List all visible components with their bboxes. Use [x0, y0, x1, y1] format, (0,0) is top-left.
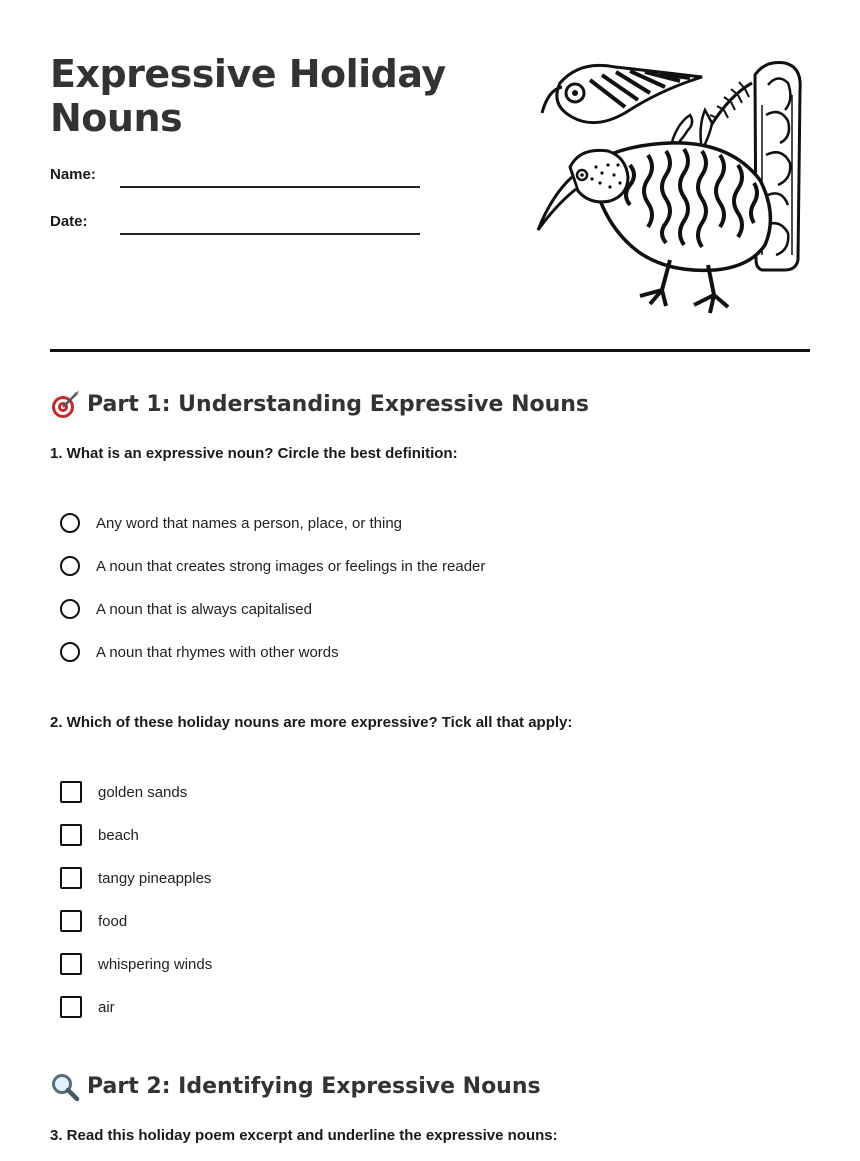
option-label: golden sands	[98, 783, 188, 801]
checkbox[interactable]	[60, 953, 82, 975]
kiwi-bird-illustration	[530, 55, 810, 317]
radio-circle[interactable]	[60, 599, 80, 619]
option-label: Any word that names a person, place, or thing	[96, 514, 403, 532]
q1-option-1[interactable]	[60, 510, 402, 536]
magnifying-glass-icon	[50, 1072, 80, 1102]
q1-option-4[interactable]	[60, 639, 339, 665]
part1-heading	[50, 390, 589, 420]
q2-option-6[interactable]	[60, 994, 115, 1020]
name-label: Name:	[50, 166, 96, 183]
radio-circle[interactable]	[60, 513, 80, 533]
question-3: 3. Read this holiday poem excerpt and underline the expressive nouns:	[50, 1127, 558, 1144]
q2-option-4[interactable]	[60, 908, 127, 934]
checkbox[interactable]	[60, 996, 82, 1018]
option-label: tangy pineapples	[98, 869, 212, 887]
header-divider	[50, 349, 810, 352]
target-dart-icon	[50, 390, 80, 420]
checkbox[interactable]	[60, 824, 82, 846]
option-label: food	[98, 912, 128, 930]
name-line[interactable]	[120, 186, 420, 188]
option-label: A noun that rhymes with other words	[96, 643, 339, 661]
part2-heading	[50, 1072, 541, 1102]
option-label: beach	[98, 826, 139, 844]
name-field[interactable]	[50, 162, 420, 192]
radio-circle[interactable]	[60, 642, 80, 662]
radio-circle[interactable]	[60, 556, 80, 576]
option-label: A noun that is always capitalised	[96, 600, 312, 618]
part1-heading-text: Part 1: Understanding Expressive Nouns	[87, 392, 590, 417]
checkbox[interactable]	[60, 781, 82, 803]
date-line[interactable]	[120, 233, 420, 235]
part2-heading-text: Part 2: Identifying Expressive Nouns	[87, 1074, 541, 1099]
option-label: whispering winds	[98, 955, 213, 973]
page-title: Expressive Holiday Nouns	[50, 52, 446, 140]
option-label: air	[98, 998, 115, 1016]
checkbox[interactable]	[60, 867, 82, 889]
q1-option-2[interactable]	[60, 553, 485, 579]
question-2: 2. Which of these holiday nouns are more expressive? Tick all that apply:	[50, 714, 573, 731]
question-1: 1. What is an expressive noun? Circle the best definition:	[50, 445, 458, 462]
date-label: Date:	[50, 213, 88, 230]
date-field[interactable]	[50, 209, 420, 239]
q2-option-3[interactable]	[60, 865, 211, 891]
q1-option-3[interactable]	[60, 596, 312, 622]
q2-option-1[interactable]	[60, 779, 187, 805]
q2-option-2[interactable]	[60, 822, 139, 848]
option-label: A noun that creates strong images or feelings in the reader	[96, 557, 486, 575]
checkbox[interactable]	[60, 910, 82, 932]
q2-option-5[interactable]	[60, 951, 212, 977]
